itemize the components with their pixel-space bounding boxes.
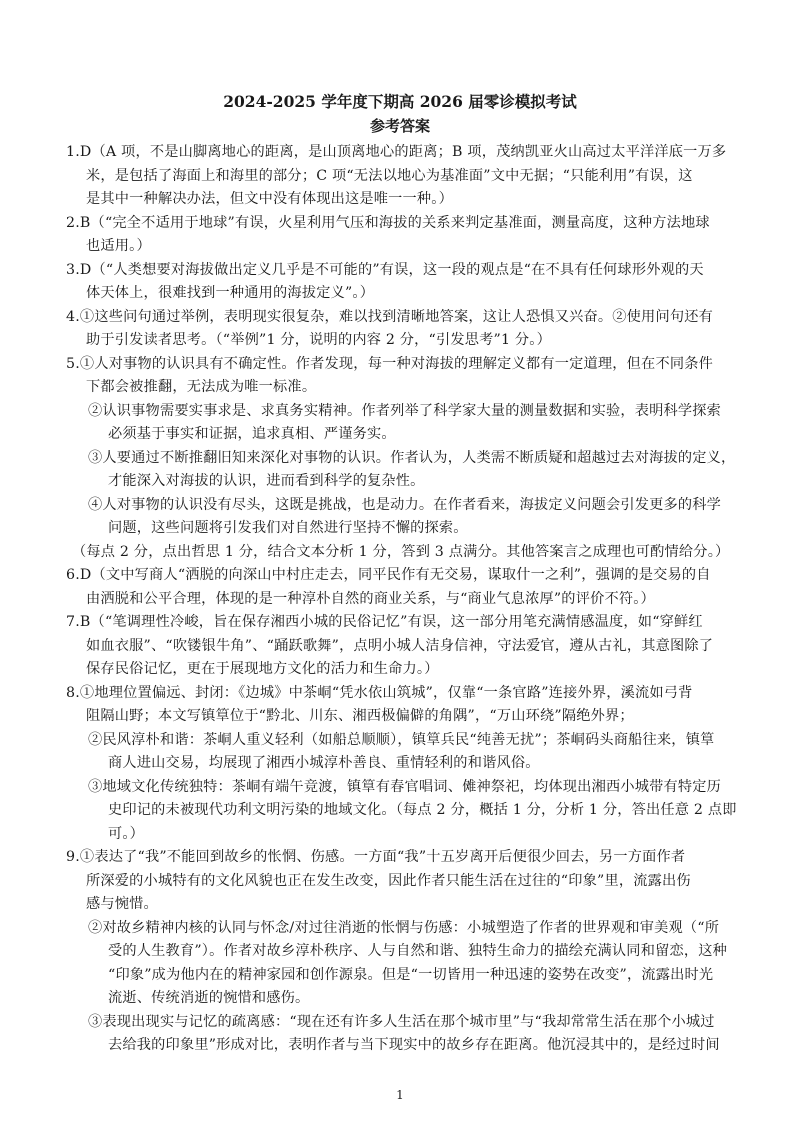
answer-item-9 — [66, 846, 742, 1058]
text-line: 可。） — [108, 825, 145, 842]
answer-subpoint — [66, 447, 742, 494]
answer-item-6 — [66, 564, 742, 611]
text-line: 流逝、传统消逝的惋惜和感伤。 — [108, 990, 310, 1006]
answer-subpoint — [66, 776, 742, 847]
text-line: 才能深入对海拔的认识，进而看到科学的复杂性。 — [108, 473, 425, 489]
text-line: 下都会被推翻，无法成为唯一标准。 — [86, 379, 317, 395]
text-line: 7.B（“笔调理性冷峻，旨在保存湘西小城的民俗记忆”有误，这一部分用笔充满情感温度，如“穿鲜红 — [66, 614, 703, 630]
answer-subpoint — [66, 400, 742, 447]
text-line: ②民风淳朴和谐：茶峒人重义轻利（如船总顺顺），镇筸兵民“纯善无扰”；茶峒码头商船往来，镇筸 — [88, 731, 715, 748]
text-line: 阻隔山野；本文写镇筸位于“黔北、川东、湘西极偏僻的角隅”，“万山环绕”隔绝外界； — [86, 708, 634, 724]
answer-item-5 — [66, 353, 742, 565]
answer-subpoint — [66, 917, 742, 1011]
text-line: 史印记的未被现代功利文明污染的地域文化。（每点 2 分，概括 1 分，分析 1 分，答出任意 2 点即 — [108, 802, 737, 818]
text-line: ③人要通过不断推翻旧知来深化对事物的认识。作者认为，人类需不断质疑和超越过去对海拔的定义， — [88, 449, 736, 466]
text-line: 5.①人对事物的认识具有不确定性。作者发现，每一种对海拔的理解定义都有一定道理，但在不同条件 — [66, 355, 713, 372]
text-line: ②对故乡精神内核的认同与怀念/对过往消逝的怅惘与伤感：小城塑造了作者的世界观和审美观（“所 — [88, 919, 720, 936]
text-line: 助于引发读者思考。（“举例”1 分，说明的内容 2 分，“引发思考”1 分。） — [86, 332, 551, 348]
text-line: ③表现出现实与记忆的疏离感：“现在还有许多人生活在那个城市里”与“我却常常生活在那个小城过 — [88, 1013, 715, 1030]
answer-item-3 — [66, 259, 742, 306]
text-line: 是其中一种解决办法，但文中没有体现出这是唯一一种。） — [86, 191, 453, 207]
text-line: 1.D（A 项，不是山脚离地心的距离，是山顶离地心的距离；B 项，茂纳凯亚火山高过太平洋洋底一万多 — [66, 144, 727, 160]
page-title: 2024-2025 学年度下期高 2026 届零诊模拟考试 — [223, 92, 577, 111]
text-line: ②认识事物需要实事求是、求真务实精神。作者列举了科学家大量的测量数据和实验，表明科学探索 — [88, 402, 722, 419]
scoring-note — [66, 541, 742, 565]
text-line: 也适用。） — [86, 238, 151, 254]
text-line: 受的人生教育”）。作者对故乡淳朴秩序、人与自然和谐、独特生命力的描绘充满认同和留恋，这种 — [108, 943, 728, 959]
answer-body — [66, 141, 742, 1058]
text-line: ④人对事物的认识没有尽头，这既是挑战，也是动力。在作者看来，海拔定义问题会引发更多的科学 — [88, 496, 722, 513]
text-line: 商人进山交易，均展现了湘西小城淳朴善良、重情轻利的和谐风俗。 — [108, 755, 540, 771]
text-line: 2.B（“完全不适用于地球”有误，火星利用气压和海拔的关系来判定基准面，测量高度，这种方法地球 — [66, 214, 710, 231]
answer-item-2 — [66, 212, 742, 259]
answer-item-8 — [66, 682, 742, 847]
text-line: 6.D（文中写商人“洒脱的向深山中村庄走去，同平民作有无交易，谋取什一之利”，强调的是交易的自 — [66, 567, 711, 583]
answer-subpoint — [66, 494, 742, 541]
text-line: 4.①这些问句通过举例，表明现实很复杂，难以找到清晰地答案，这让人恐惧又兴奋。②使用问句还有 — [66, 308, 713, 325]
text-line: 体天体上，很难找到一种通用的海拔定义”。） — [86, 285, 375, 301]
text-line: 米，是包括了海面上和海里的部分；C 项“无法以地心为基准面”文中无据；“只能利用”有误，这 — [86, 167, 693, 184]
text-line: 感与惋惜。 — [86, 896, 158, 912]
text-line: 由洒脱和公平合理，体现的是一种淳朴自然的商业关系，与“商业气息浓厚”的评价不符。） — [86, 590, 655, 607]
text-line: 问题，这些问题将引发我们对自然进行坚持不懈的探索。 — [108, 520, 468, 536]
text-line: 3.D（“人类想要对海拔做出定义几乎是不可能的”有误，这一段的观点是“在不具有任何球形外观的天 — [66, 261, 704, 278]
answer-subpoint — [66, 729, 742, 776]
text-line: 9.①表达了“我”不能回到故乡的怅惘、伤感。一方面“我”十五岁离开后便很少回去，另一方面作者 — [66, 849, 686, 865]
text-line: 保存民俗记忆，更在于展现地方文化的活力和生命力。） — [86, 661, 439, 677]
text-line: （每点 2 分，点出哲思 1 分，结合文本分析 1 分，答到 3 点满分。其他答案言之成理也可酌情给分。） — [72, 543, 730, 560]
answer-subpoint — [66, 1011, 742, 1058]
answer-item-7 — [66, 611, 742, 682]
page-subtitle: 参考答案 — [369, 117, 430, 135]
text-line: “印象”成为他内在的精神家园和创作源泉。但是“一切皆用一种迅速的姿势在改变”，流露出时光 — [108, 966, 714, 983]
text-line: 必须基于事实和证据，追求真相、严谨务实。 — [108, 426, 396, 442]
text-line: 去给我的印象里”形成对比，表明作者与当下现实中的故乡存在距离。他沉浸其中的，是经过时间 — [108, 1037, 720, 1053]
text-line: ③地域文化传统独特：茶峒有端午竞渡，镇筸有春官唱词、傩神祭祀，均体现出湘西小城带有特定历 — [88, 778, 722, 795]
page-number: 1 — [396, 1088, 404, 1102]
answer-item-4 — [66, 306, 742, 353]
answer-item-1 — [66, 141, 742, 212]
text-line: 8.①地理位置偏远、封闭：《边城》中茶峒“凭水依山筑城”，仅靠“一条官路”连接外界，溪流如弓背 — [66, 684, 693, 701]
text-line: 所深爱的小城特有的文化风貌也正在发生改变，因此作者只能生活在过往的“印象”里，流露出伤 — [86, 872, 691, 889]
text-line: 如血衣服”、“吹镂银牛角”、“踊跃歌舞”，点明小城人洁身信神，守法爱官，遵从古礼，其意图除了 — [86, 637, 714, 654]
